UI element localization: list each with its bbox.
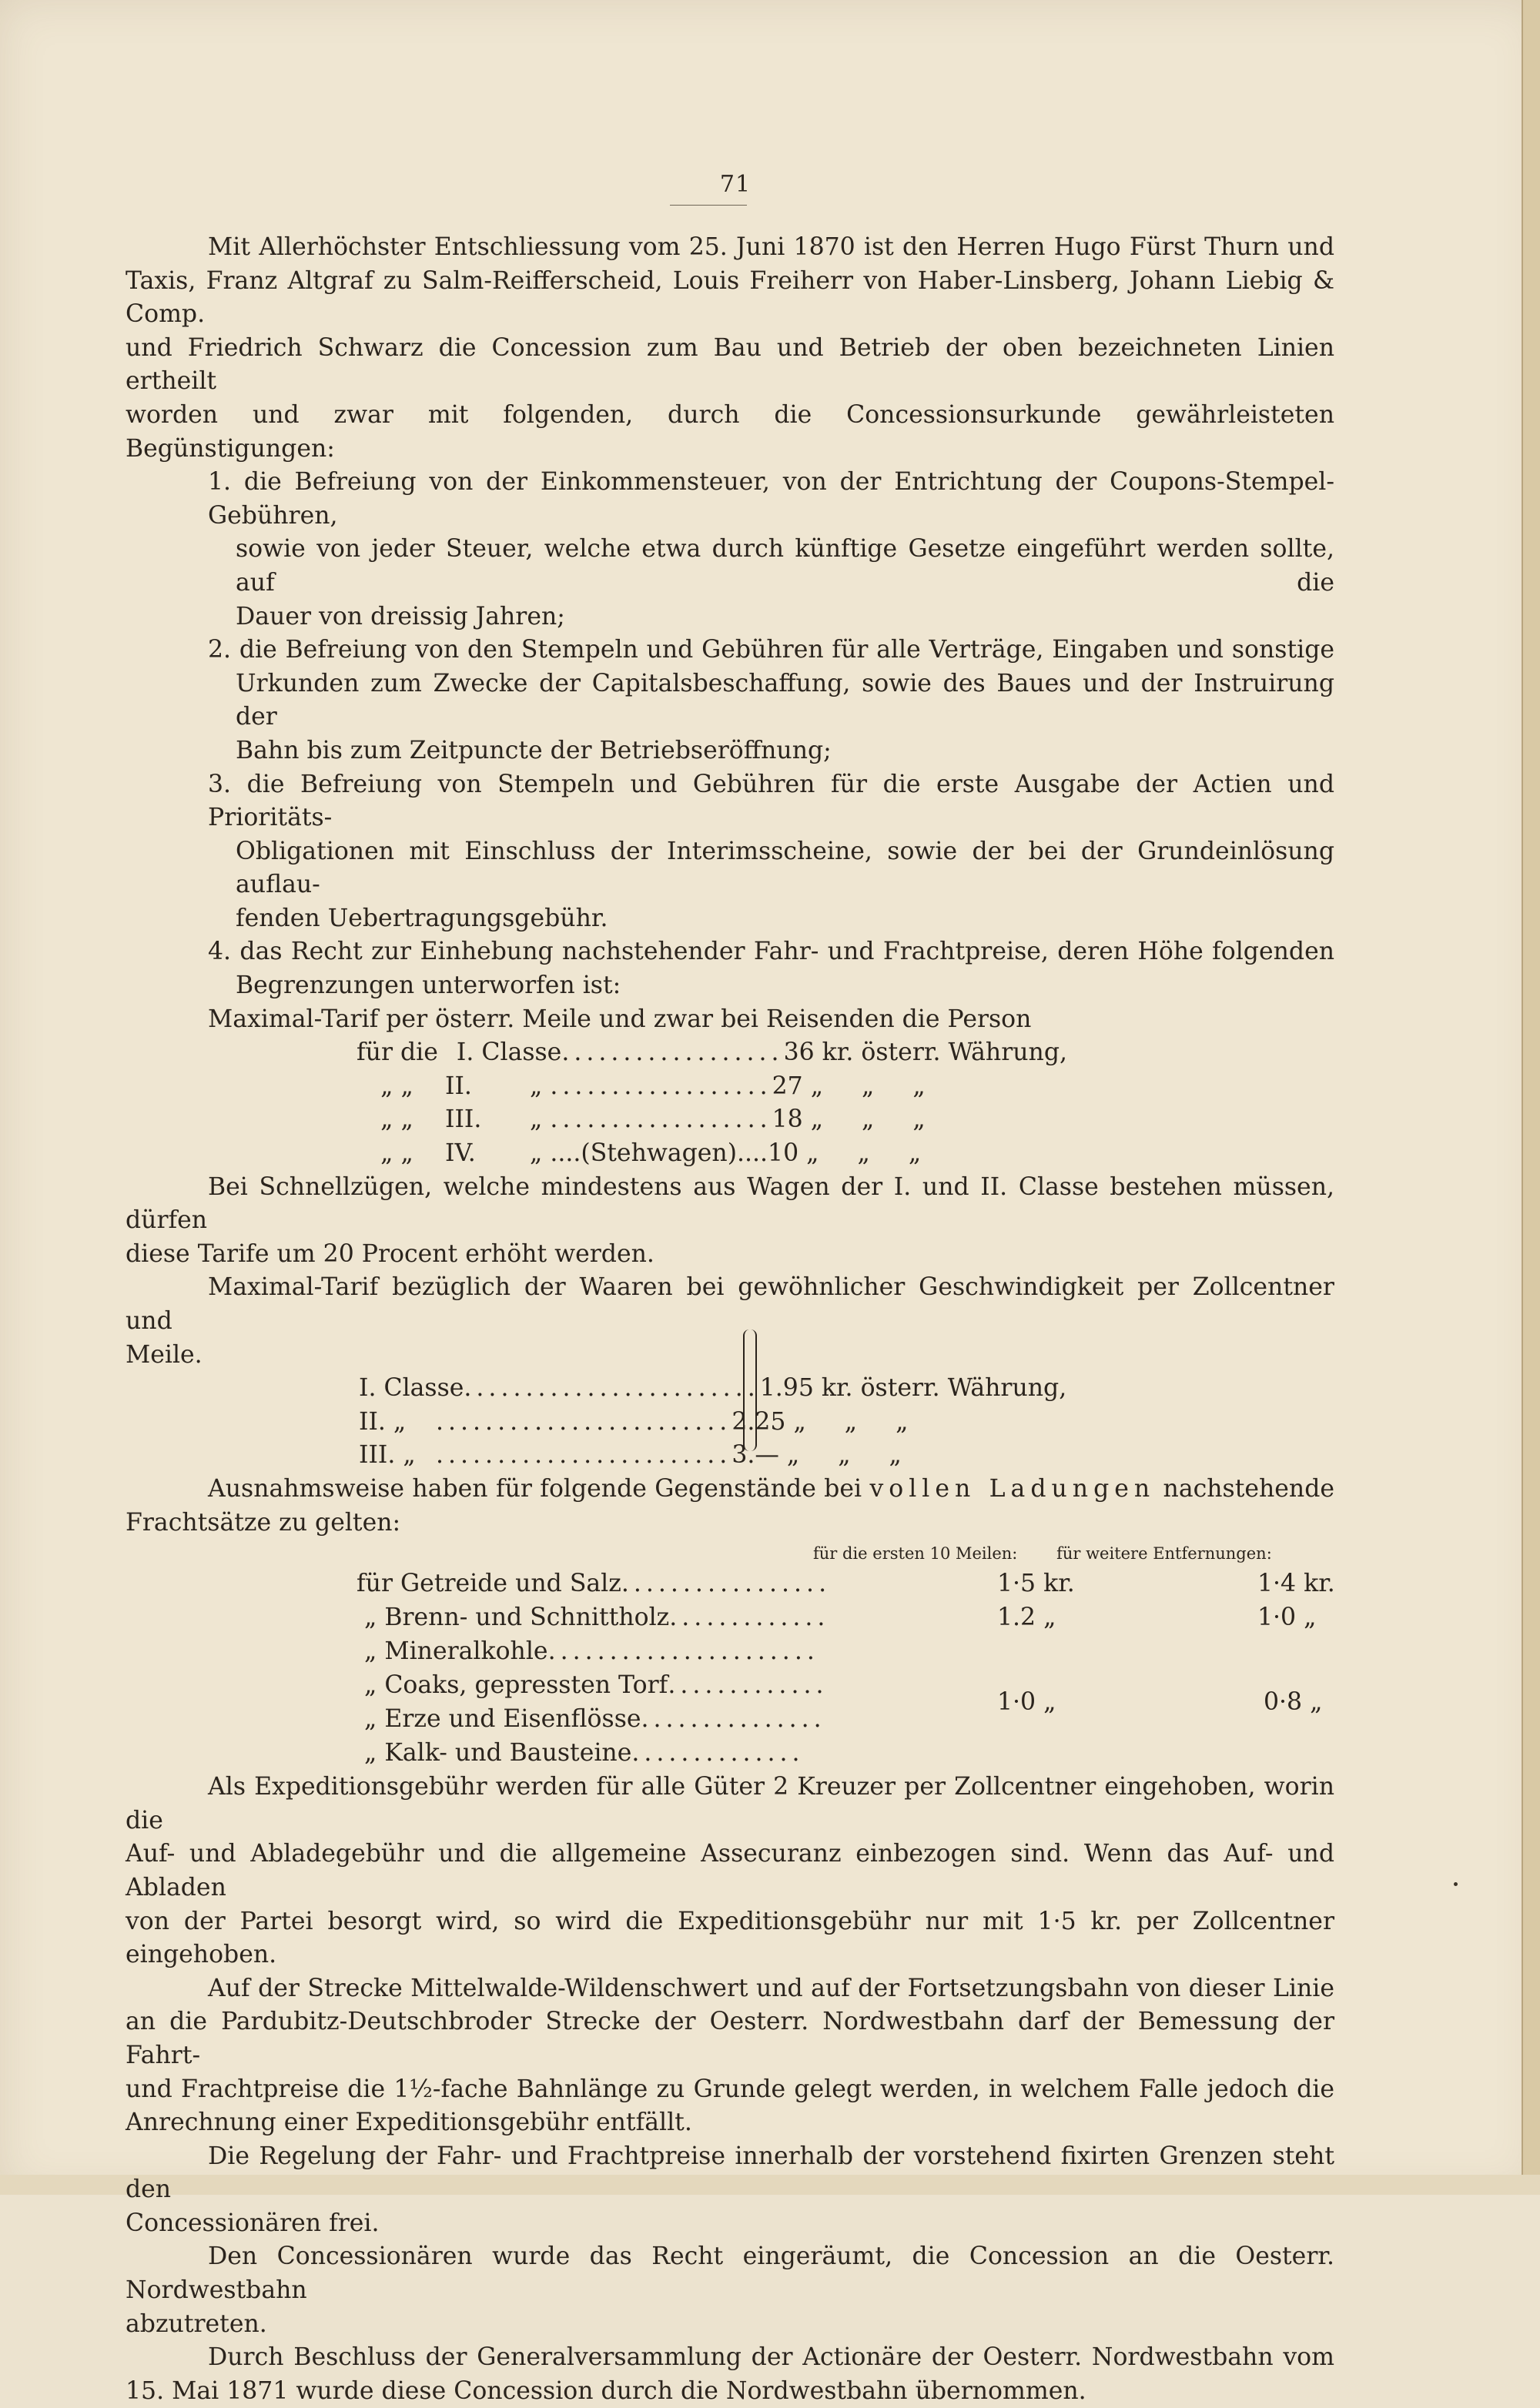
paragraph-line: an die Pardubitz-Deutschbroder Strecke der Oesterr. Nordwestbahn darf der Bemessung der Fahrt- [126,2008,1334,2069]
rate-further-group: 0·8 „ [1264,1688,1323,1717]
list-item [126,466,1334,634]
closing-paragraph [126,1972,1334,2140]
rate-further: 1·0 „ [1257,1604,1317,1632]
goods-tariff-heading: Meile. [126,1340,203,1369]
tariff-unit: „ „ „ [806,1139,922,1168]
tariff-class: I. Classe [359,1374,464,1403]
tariff-class: II. [445,1072,472,1100]
tariff-row [357,1070,1334,1104]
tariff-prefix: „ „ [380,1139,413,1168]
rate-further: 1·4 kr. [1257,1570,1335,1598]
tariff-class: II. „ [359,1407,407,1436]
exception-table [126,1567,1334,1771]
paragraph-line: eingehoben. [126,1941,277,1969]
column-header-further: für weitere Entfernungen: [1056,1544,1272,1564]
tariff-prefix: „ „ [380,1072,413,1100]
exception-label: „ Brenn- und Schnittholz [364,1604,670,1632]
exception-intro-end: nachstehende [1163,1474,1335,1503]
tariff-value: 1.95 [759,1374,814,1403]
exception-row [357,1703,1334,1737]
tariff-dots: .................. [561,1038,784,1067]
exception-row [357,1737,1334,1771]
exception-intro-spaced: vollen Ladungen [869,1474,1156,1503]
tariff-value: 10 [768,1139,799,1168]
tariff-value: 36 [783,1038,815,1067]
exception-row [357,1567,1334,1601]
tariff-unit: „ „ „ [786,1441,902,1470]
tariff-unit: „ „ „ [810,1105,926,1134]
passenger-tariff-table [126,1036,1334,1170]
list-line: Dauer von dreissig Jahren; [236,602,565,630]
exception-intro [126,1473,1334,1507]
tariff-class: III. „ [359,1441,416,1470]
paragraph-line: und Frachtpreise die 1½-fache Bahnlänge zu Grunde gelegt werden, in welchem Falle jedoch die [126,2075,1334,2103]
paragraph-line: von der Partei besorgt wird, so wird die Expeditionsgebühr nur mit 1·5 kr. per Zollcentner [126,1907,1334,1935]
tariff-prefix: „ „ [380,1105,413,1134]
paper-speck [1454,1882,1458,1886]
tariff-row [359,1406,1334,1440]
rate-first: 1.2 „ [997,1604,1056,1632]
exception-dots: ............. [669,1604,830,1632]
tariff-dots: ........................ [436,1441,732,1470]
tariff-value: 27 [772,1072,803,1100]
tariff-note: „ [530,1072,543,1100]
exception-row [357,1669,1334,1717]
list-line: Urkunden zum Zwecke der Capitalsbeschaffung, sowie des Baues und der Instruirung der [236,669,1334,731]
tariff-note: „ [530,1105,543,1134]
paragraph-line: abzutreten. [126,2309,267,2338]
exception-row [357,1635,1334,1669]
tariff-unit: „ „ „ [793,1407,909,1436]
goods-tariff-table [126,1372,1334,1473]
tariff-dots: ........................ [436,1407,732,1436]
exception-table-header [126,1540,1334,1567]
list-item [126,634,1334,768]
intro-line: Taxis, Franz Altgraf zu Salm-Reifferscheid, Louis Freiherr von Haber-Linsberg, Johann Liebig & Comp. [126,266,1334,329]
list-item [126,935,1334,1002]
list-line: 2. die Befreiung von den Stempeln und Gebühren für alle Verträge, Eingaben und sonstige [208,636,1334,664]
document-body [126,231,1334,2408]
exception-dots: ...................... [547,1637,819,1666]
tariff-row [359,1439,1334,1473]
paragraph-line: Auf- und Abladegebühr und die allgemeine Assecuranz einbezogen sind. Wenn das Auf- und Abladen [126,1840,1334,1901]
tariff-unit: kr. österr. Währung, [822,1038,1068,1067]
paragraph-line: Den Concessionären wurde das Recht eingeräumt, die Concession an die Oesterr. Nordwestbahn [126,2242,1334,2305]
list-line: Obligationen mit Einschluss der Interimsscheine, sowie der bei der Grundeinlösung auflau- [236,837,1334,899]
list-line: fenden Uebertragungsgebühr. [236,904,608,932]
intro-line: Mit Allerhöchster Entschliessung vom 25. Juni 1870 ist den Herren Hugo Fürst Thurn und [208,233,1334,261]
exception-dots: ................. [621,1570,832,1598]
rate-first-group: 1·0 „ [997,1688,1056,1717]
tariff-row [357,1103,1334,1137]
exception-dots: ............... [641,1705,826,1734]
tariff-row [359,1372,1334,1406]
tariff-row [357,1137,1334,1171]
exception-label: „ Coaks, gepressten Torf [364,1671,668,1700]
intro-line: und Friedrich Schwarz die Concession zum Bau und Betrieb der oben bezeichneten Linien ertheilt [126,333,1334,396]
list-line: sowie von jeder Steuer, welche etwa durch künftige Gesetze eingeführt werden sollte, auf die [236,535,1334,597]
list-line: Bahn bis zum Zeitpuncte der Betriebseröffnung; [236,736,832,764]
exception-row [357,1601,1334,1635]
exception-intro: Frachtsätze zu gelten: [126,1508,401,1537]
list-line: Begrenzungen unterworfen ist: [236,972,621,1000]
tariff-class: III. [445,1105,482,1134]
exception-label: „ Mineralkohle [364,1637,548,1666]
page-edge [1522,0,1540,2195]
tariff-note: „ ....(Stehwagen).... [530,1139,768,1168]
exception-dots: ............. [668,1671,829,1700]
tariff-value: 18 [772,1105,803,1134]
list-line: 4. das Recht zur Einhebung nachstehender Fahr- und Frachtpreise, deren Höhe folgenden [208,938,1334,966]
closing-paragraph [126,1771,1334,1972]
goods-tariff-heading: Maximal-Tarif bezüglich der Waaren bei gewöhnlicher Geschwindigkeit per Zollcentner und [126,1273,1334,1335]
paragraph-line: Concessionären frei. [126,2209,380,2237]
paragraph-line: Als Expeditionsgebühr werden für alle Güter 2 Kreuzer per Zollcentner eingehoben, worin die [126,1773,1334,1834]
rate-first: 1·5 kr. [997,1570,1075,1598]
page-number-rule [670,205,747,206]
list-item [126,768,1334,936]
tariff-row [357,1036,1334,1070]
paragraph-line: Auf der Strecke Mittelwalde-Wildenschwert und auf der Fortsetzungsbahn von dieser Linie [208,1974,1334,2002]
paragraph-line: Anrechnung einer Expeditionsgebühr entfällt. [126,2109,692,2137]
grouping-brace [743,1329,757,1451]
tariff-dots: .................. [550,1105,772,1134]
exception-label: „ Erze und Eisenflösse [364,1705,641,1734]
paragraph-line: Durch Beschluss der Generalversammlung der Actionäre der Oesterr. Nordwestbahn vom [208,2343,1334,2372]
exception-label: für Getreide und Salz [357,1570,621,1598]
list-line: 3. die Befreiung von Stempeln und Gebühren für die erste Ausgabe der Actien und Prioritäts- [208,770,1334,832]
tariff-value: 3.— [732,1441,779,1470]
exception-intro-text: Ausnahmsweise haben für folgende Gegenstände bei [208,1474,862,1503]
tariff-dots: .................. [550,1072,772,1100]
list-line: 1. die Befreiung von der Einkommensteuer, von der Entrichtung der Coupons-Stempel-Gebühren, [208,468,1334,530]
exception-dots: .............. [631,1739,805,1768]
closing-paragraph [126,2240,1334,2341]
page-number: 71 [719,171,752,198]
exception-label: „ Kalk- und Bausteine [364,1739,632,1768]
passenger-tariff-note: Bei Schnellzügen, welche mindestens aus Wagen der I. und II. Classe bestehen müssen, dürfen [126,1172,1334,1235]
tariff-class: IV. [445,1139,476,1168]
paragraph-line: 15. Mai 1871 wurde diese Concession durch die Nordwestbahn übernommen. [126,2376,1086,2405]
tariff-class: I. Classe [456,1038,562,1067]
tariff-prefix: für die [357,1038,438,1067]
closing-paragraph [126,2140,1334,2241]
column-header-first: für die ersten 10 Meilen: [813,1544,1018,1564]
passenger-tariff-heading: Maximal-Tarif per österr. Meile und zwar bei Reisenden die Person [208,1005,1032,1033]
paragraph-line: Die Regelung der Fahr- und Frachtpreise innerhalb der vorstehend fixirten Grenzen steht den [126,2142,1334,2204]
passenger-tariff-note: diese Tarife um 20 Procent erhöht werden. [126,1239,654,1268]
tariff-value: 2.25 [732,1407,786,1436]
tariff-unit: „ „ „ [810,1072,926,1100]
closing-paragraph [126,2341,1334,2408]
intro-line: worden und zwar mit folgenden, durch die Concessionsurkunde gewährleisteten Begünstigungen: [126,400,1334,463]
tariff-unit: kr. österr. Währung, [821,1374,1067,1403]
tariff-dots: ........................ [464,1374,760,1403]
